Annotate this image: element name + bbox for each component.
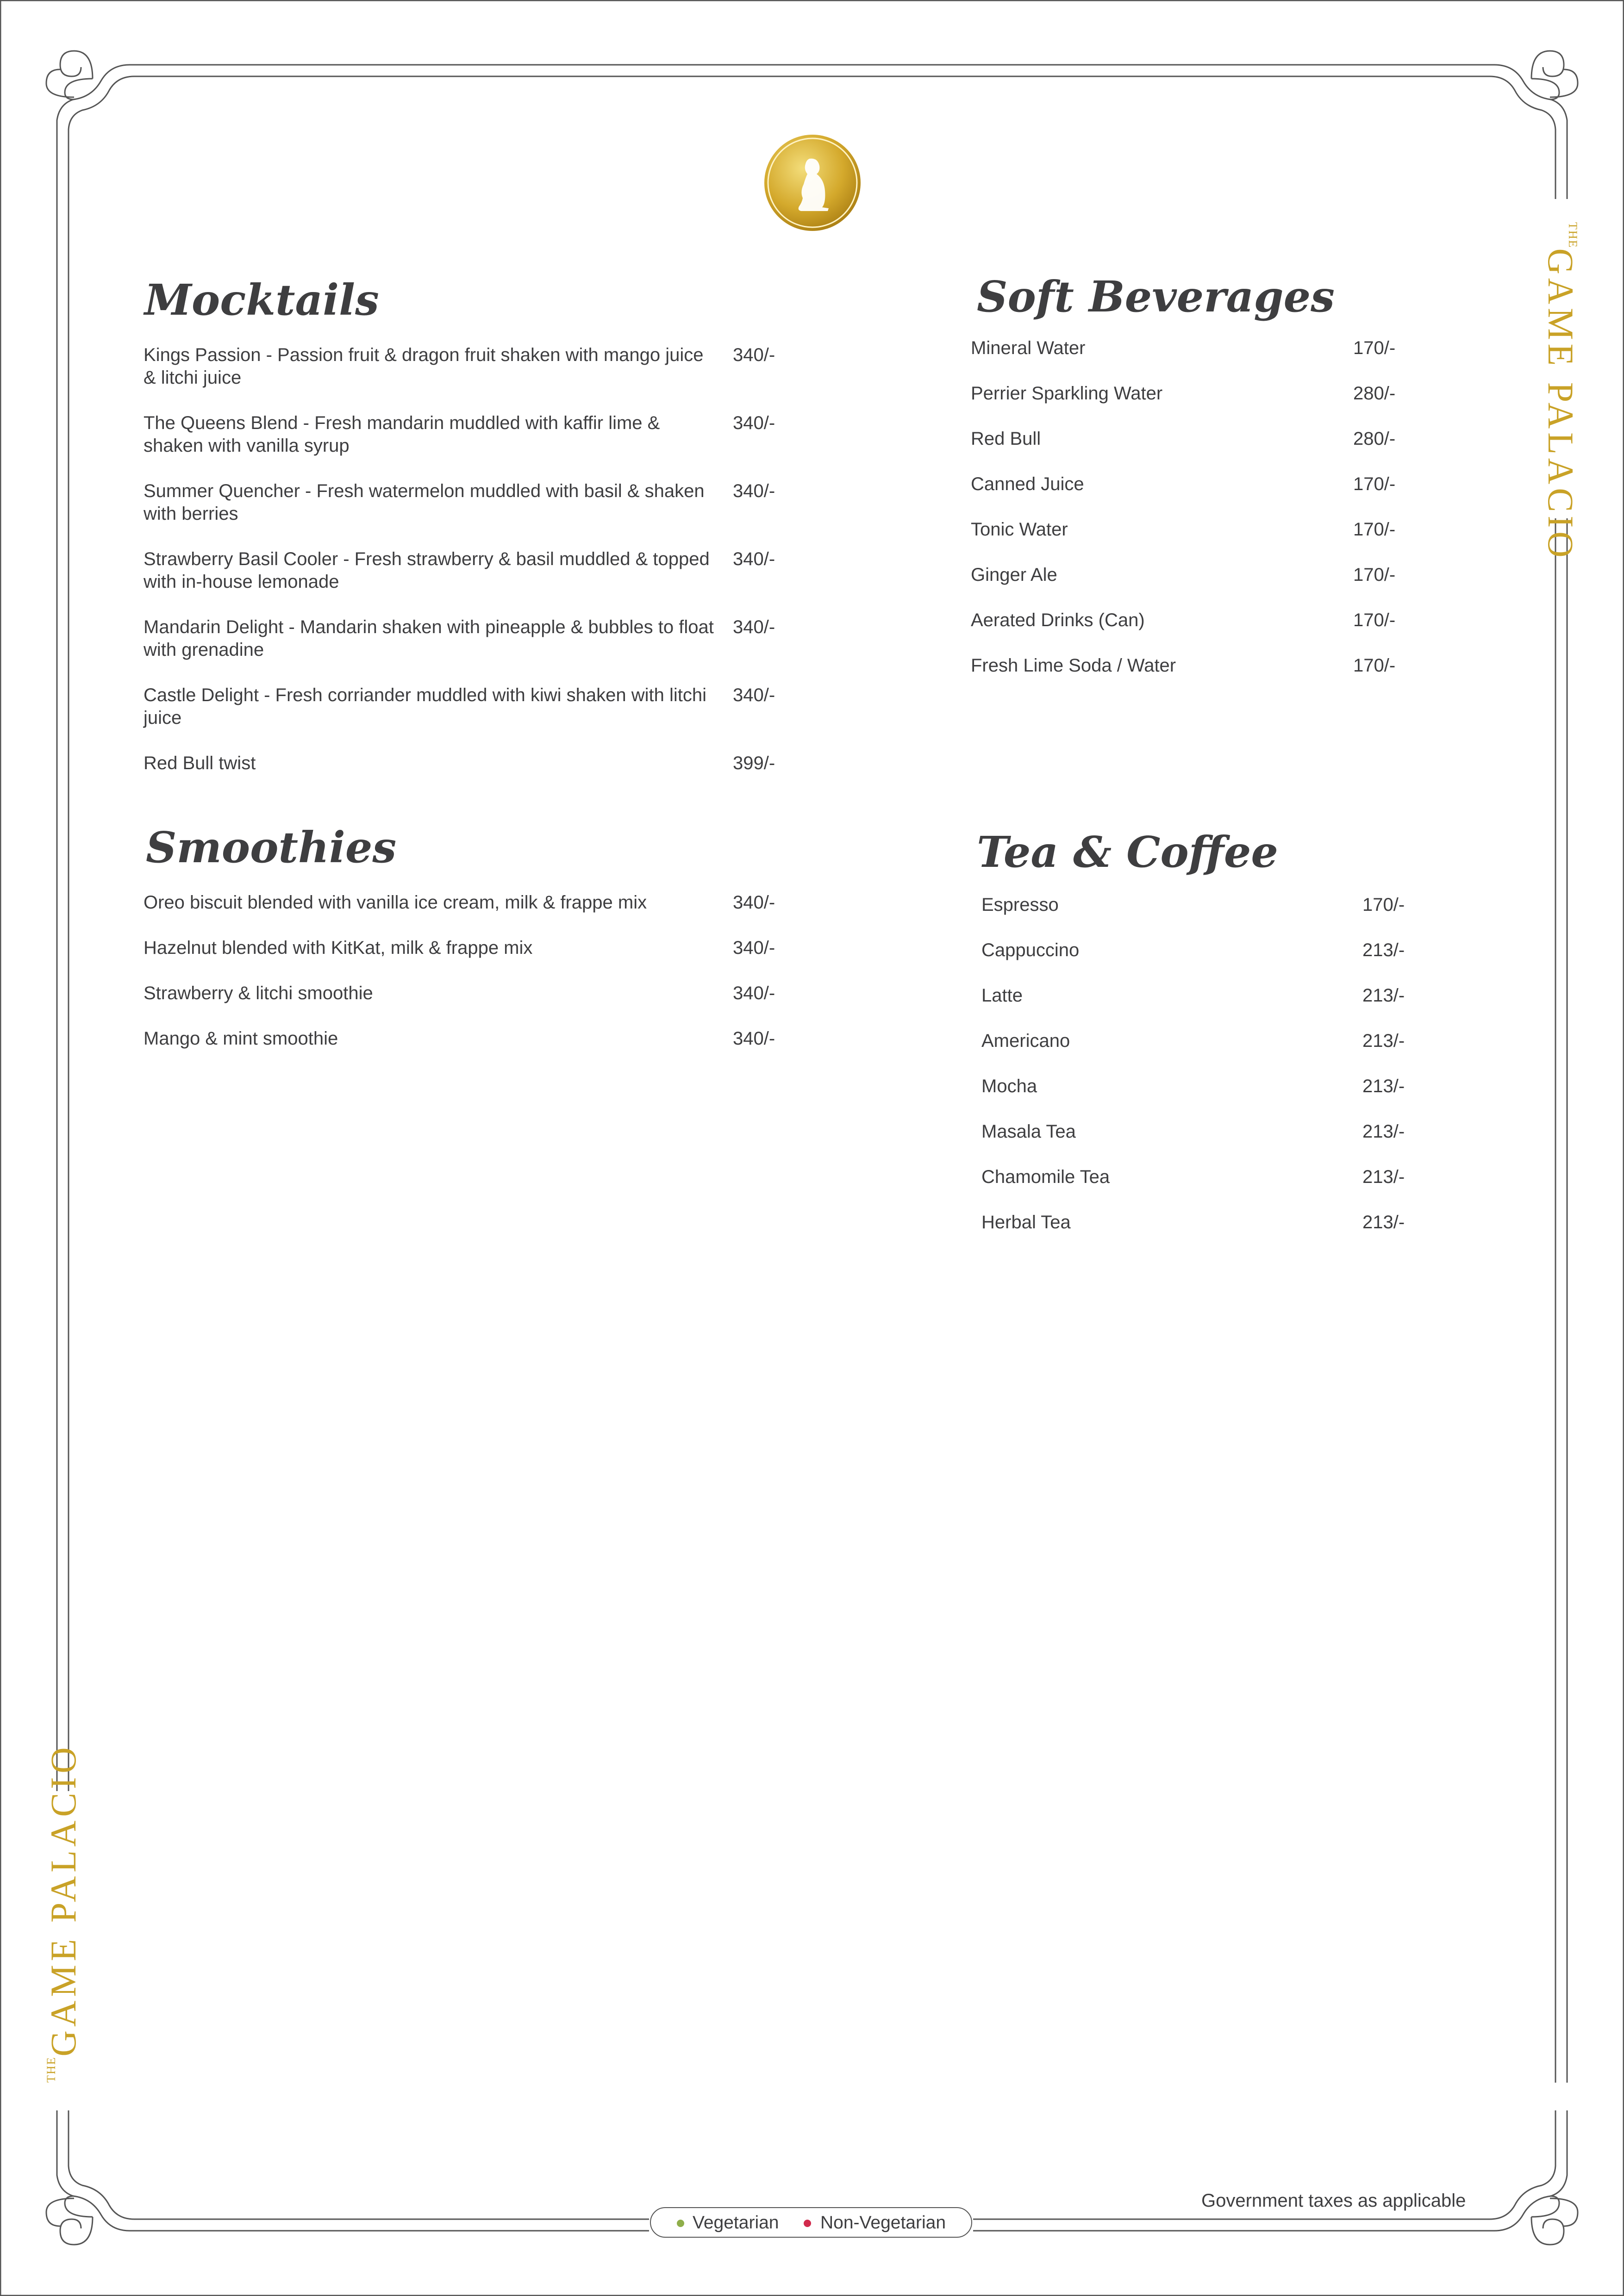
item-price: 213/-: [1362, 1167, 1405, 1187]
diet-legend: [650, 2207, 972, 2238]
item-price: 170/-: [1353, 610, 1396, 630]
item-price: 340/-: [733, 1028, 775, 1049]
item-name: Kings Passion - Passion fruit & dragon fruit shaken with mango juice & litchi juice: [144, 345, 704, 388]
item-name: Oreo biscuit blended with vanilla ice cream, milk & frappe mix: [144, 892, 647, 913]
item-price: 213/-: [1362, 1031, 1405, 1051]
item-price: 170/-: [1353, 519, 1396, 540]
item-name: Mango & mint smoothie: [144, 1028, 338, 1049]
item-price: 340/-: [733, 413, 775, 433]
item-price: 170/-: [1353, 655, 1396, 676]
item-name: Masala Tea: [981, 1121, 1076, 1142]
item-price: 340/-: [733, 892, 775, 913]
smoothies-title: Smoothies: [146, 822, 397, 872]
item-name: Aerated Drinks (Can): [971, 610, 1145, 630]
item-name: The Queens Blend - Fresh mandarin muddled with kaffir lime & shaken with vanilla syrup: [144, 413, 660, 456]
item-price: 340/-: [733, 345, 775, 365]
seated-lion-emblem-icon: [763, 133, 862, 232]
item-name: Espresso: [981, 895, 1059, 915]
veg-label: Vegetarian: [693, 2213, 779, 2233]
item-price: 280/-: [1353, 429, 1396, 449]
item-price: 213/-: [1362, 985, 1405, 1006]
item-price: 399/-: [733, 753, 775, 773]
item-price: 213/-: [1362, 1076, 1405, 1096]
item-price: 280/-: [1353, 383, 1396, 404]
item-name: Mocha: [981, 1076, 1037, 1096]
item-price: 170/-: [1362, 895, 1405, 915]
soft-beverages-title: Soft Beverages: [977, 272, 1335, 322]
corner-flourish-bl: [46, 2196, 93, 2245]
brand-wordmark-left: $^{THE}$GAME PALACIO: [43, 1743, 83, 2083]
tea-coffee-title: Tea & Coffee: [977, 827, 1278, 877]
item-name: Herbal Tea: [981, 1212, 1071, 1232]
nonveg-label: Non-Vegetarian: [820, 2213, 946, 2233]
mocktails-title: Mocktails: [144, 275, 379, 325]
item-price: 170/-: [1353, 338, 1396, 358]
item-price: 340/-: [733, 549, 775, 569]
item-name: Castle Delight - Fresh corriander muddled with kiwi shaken with litchi juice: [144, 685, 707, 728]
item-name: Americano: [981, 1031, 1070, 1051]
brand-wordmark-right: $^{THE}$GAME PALACIO: [1541, 222, 1581, 561]
item-name: Latte: [981, 985, 1023, 1006]
item-name: Strawberry & litchi smoothie: [144, 983, 373, 1003]
item-price: 340/-: [733, 983, 775, 1003]
item-price: 170/-: [1353, 565, 1396, 585]
item-price: 170/-: [1353, 474, 1396, 494]
item-name: Fresh Lime Soda / Water: [971, 655, 1176, 676]
corner-flourish-tr: [1531, 51, 1578, 100]
item-name: Mandarin Delight - Mandarin shaken with pineapple & bubbles to float with grenadine: [144, 617, 714, 660]
taxes-note: Government taxes as applicable: [1201, 2190, 1466, 2211]
item-price: 340/-: [733, 938, 775, 958]
item-name: Chamomile Tea: [981, 1167, 1110, 1187]
item-name: Canned Juice: [971, 474, 1084, 494]
item-price: 340/-: [733, 617, 775, 637]
item-name: Hazelnut blended with KitKat, milk & frappe mix: [144, 938, 533, 958]
nonveg-dot-icon: [804, 2220, 811, 2227]
item-name: Mineral Water: [971, 338, 1086, 358]
item-price: 213/-: [1362, 1121, 1405, 1142]
item-name: Red Bull: [971, 429, 1041, 449]
item-name: Tonic Water: [971, 519, 1068, 540]
item-price: 340/-: [733, 685, 775, 705]
veg-dot-icon: [677, 2220, 684, 2227]
item-price: 213/-: [1362, 1212, 1405, 1232]
item-price: 340/-: [733, 481, 775, 501]
item-name: Strawberry Basil Cooler - Fresh strawberry & basil muddled & topped with in-house lemonade: [144, 549, 710, 592]
item-name: Summer Quencher - Fresh watermelon muddled with basil & shaken with berries: [144, 481, 705, 524]
item-name: Cappuccino: [981, 940, 1080, 960]
item-name: Red Bull twist: [144, 753, 256, 773]
corner-flourish-br: [1531, 2196, 1578, 2245]
item-name: Perrier Sparkling Water: [971, 383, 1163, 404]
corner-flourish-tl: [46, 51, 93, 100]
item-name: Ginger Ale: [971, 565, 1057, 585]
item-price: 213/-: [1362, 940, 1405, 960]
